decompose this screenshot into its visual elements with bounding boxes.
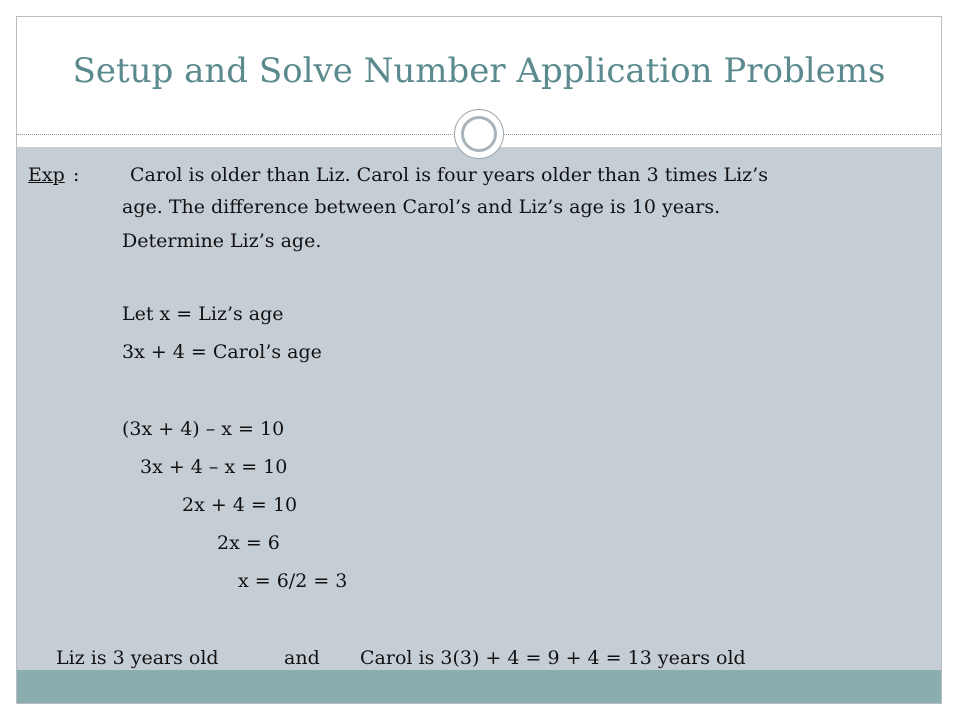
content-area <box>17 147 941 670</box>
example-colon: : <box>73 164 80 186</box>
solution-step-3: 2x + 4 = 10 <box>182 494 298 516</box>
solution-step-5: x = 6/2 = 3 <box>238 570 348 592</box>
problem-line-1: Carol is older than Liz. Carol is four years older than 3 times Liz’s <box>130 164 768 186</box>
circle-ornament-inner <box>461 116 497 152</box>
solution-step-2: 3x + 4 – x = 10 <box>140 456 288 478</box>
slide-title: Setup and Solve Number Application Problems <box>72 51 886 91</box>
solution-step-1: (3x + 4) – x = 10 <box>122 418 285 440</box>
problem-line-3: Determine Liz’s age. <box>122 230 322 252</box>
conclusion-liz: Liz is 3 years old <box>56 647 219 669</box>
footer-bar <box>17 670 941 704</box>
conclusion-carol: Carol is 3(3) + 4 = 9 + 4 = 13 years old <box>360 647 746 669</box>
example-label: Exp <box>28 164 65 186</box>
let-line-2: 3x + 4 = Carol’s age <box>122 341 322 363</box>
let-line-1: Let x = Liz’s age <box>122 303 284 325</box>
circle-ornament-icon <box>454 109 504 159</box>
problem-line-2: age. The difference between Carol’s and Liz’s age is 10 years. <box>122 196 721 218</box>
conclusion-and: and <box>284 647 320 669</box>
solution-step-4: 2x = 6 <box>217 532 280 554</box>
